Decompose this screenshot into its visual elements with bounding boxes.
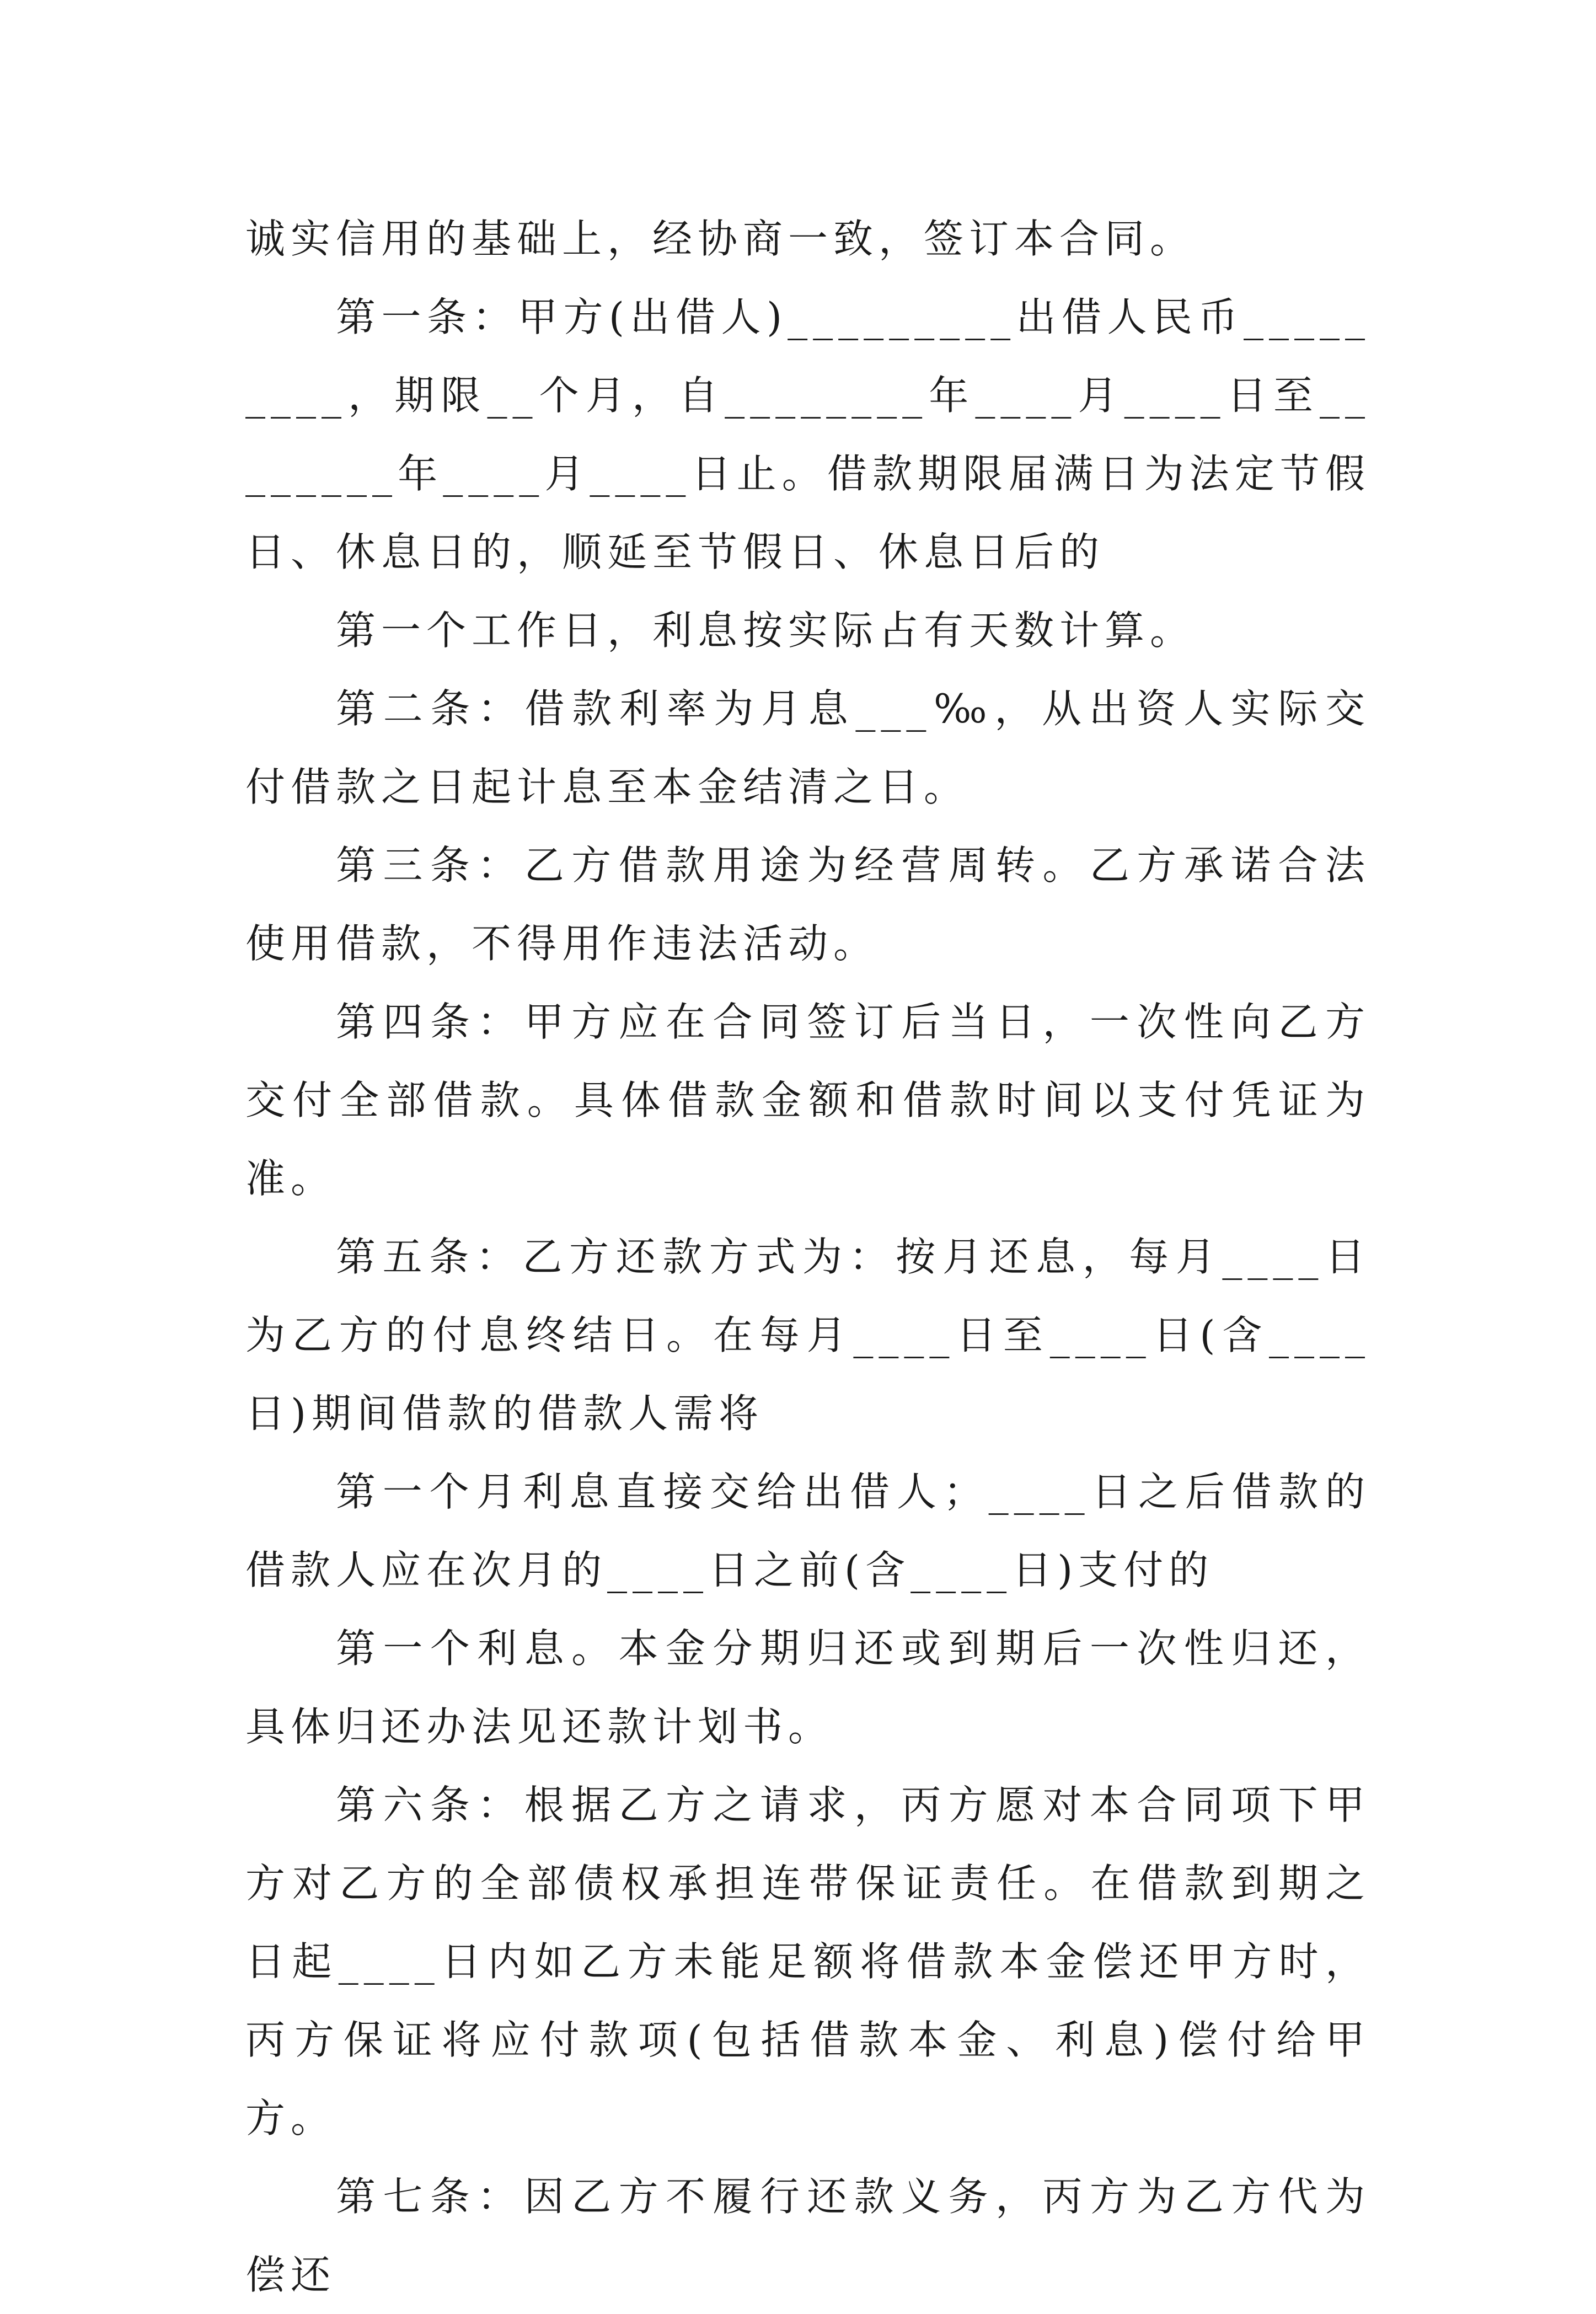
paragraph-article-3: 第三条：乙方借款用途为经营周转。乙方承诺合法使用借款，不得用作违法活动。	[245, 842, 1370, 967]
paragraph-article-5-continued-2: 第一个利息。本金分期归还或到期后一次性归还，具体归还办法见还款计划书。	[245, 1625, 1370, 1750]
paragraph-article-1: 第一条：甲方(出借人)_________出借人民币_________，期限__个月，自________年____月____日至________年____月____日止。借款期限届满日为法定节假日、休息日的，顺延至节假日、休息日后的	[245, 294, 1370, 575]
paragraph-article-1-continued: 第一个工作日，利息按实际占有天数计算。	[336, 607, 1196, 654]
paragraph-article-4: 第四条：甲方应在合同签订后当日，一次性向乙方交付全部借款。具体借款金额和借款时间以支付凭证为准。	[245, 999, 1370, 1202]
paragraph-article-5: 第五条：乙方还款方式为：按月还息，每月____日为乙方的付息终结日。在每月____日至____日(含____日)期间借款的借款人需将	[245, 1234, 1370, 1437]
contract-body	[245, 200, 1370, 2314]
paragraph-article-7: 第七条：因乙方不履行还款义务，丙方为乙方代为偿还	[245, 2173, 1370, 2298]
paragraph-article-2: 第二条：借款利率为月息___‰，从出资人实际交付借款之日起计息至本金结清之日。	[245, 685, 1370, 810]
paragraph-intro: 诚实信用的基础上，经协商一致，签订本合同。	[245, 216, 1196, 262]
paragraph-article-6: 第六条：根据乙方之请求，丙方愿对本合同项下甲方对乙方的全部债权承担连带保证责任。在借款到期之日起____日内如乙方未能足额将借款本金偿还甲方时，丙方保证将应付款项(包括借款本金、利息)偿付给甲方。	[245, 1782, 1370, 2141]
paragraph-article-5-continued: 第一个月利息直接交给出借人；____日之后借款的借款人应在次月的____日之前(含____日)支付的	[245, 1469, 1370, 1593]
